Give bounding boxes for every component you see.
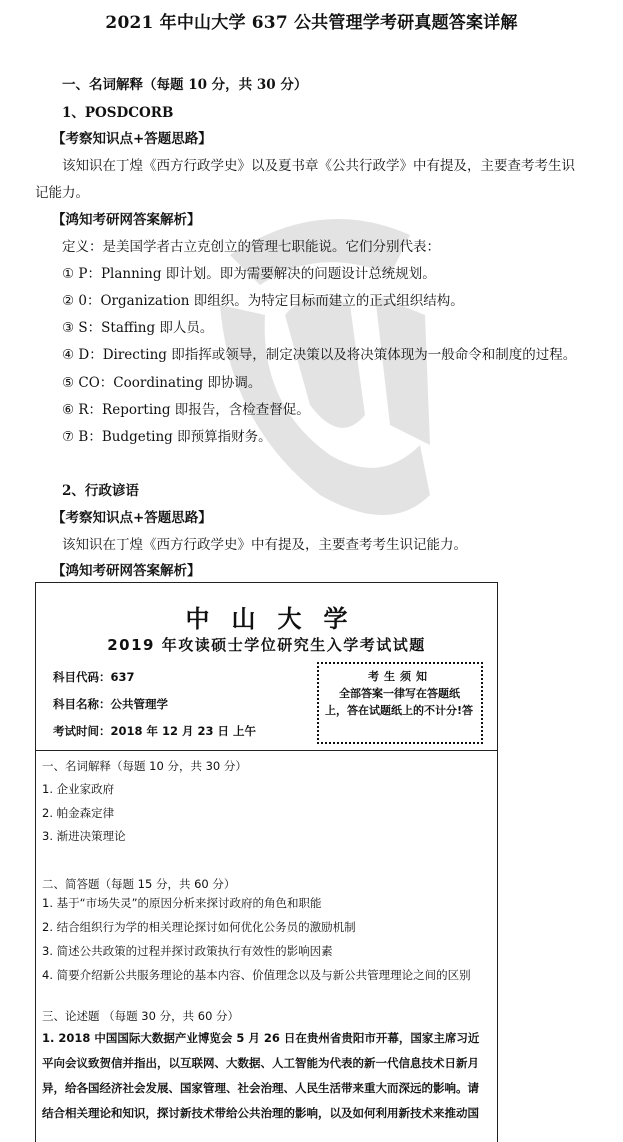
list-item: ③ S：Staffing 即人员。 (62, 320, 214, 336)
analysis-text: 该知识在丁煌《西方行政学史》中有提及，主要查考考生识记能力。 (62, 537, 467, 553)
list-item: ④ D：Directing 即指挥或领导，制定决策以及将决策体现为一般命令和制度的过程。 (62, 347, 577, 363)
subject-code: 科目代码：637 (53, 670, 135, 684)
exam-question: 2. 帕金森定律 (42, 806, 115, 820)
answer-label: 【鸿知考研网答案解析】 (52, 563, 201, 579)
exam-question: 3. 渐进决策理论 (42, 829, 126, 843)
exam-part-heading: 三、论述题 （每题 30 分，共 60 分） (42, 1009, 240, 1023)
question-title: 2、行政谚语 (62, 483, 139, 499)
exam-question: 3. 简述公共政策的过程并探讨政策执行有效性的影响因素 (42, 944, 333, 958)
candidate-notice (317, 662, 483, 744)
analysis-label: 【考察知识点+答题思路】 (52, 131, 212, 147)
exam-question: 4. 简要介绍新公共服务理论的基本内容、价值理念以及与新公共管理理论之间的区别 (42, 968, 471, 982)
exam-header (36, 583, 497, 751)
analysis-label: 【考察知识点+答题思路】 (52, 510, 212, 526)
exam-subtitle: 2019 年攻读硕士学位研究生入学考试试题 (107, 636, 426, 654)
list-item: ⑤ CO：Coordinating 即协调。 (62, 375, 262, 391)
exam-question: 1. 基于“市场失灵”的原因分析来探讨政府的角色和职能 (42, 896, 322, 910)
notice-title: 考生须知 (368, 670, 432, 683)
analysis-text: 记能力。 (35, 185, 89, 201)
exam-part-heading: 二、简答题（每题 15 分，共 60 分） (42, 877, 236, 891)
section-heading: 一、名词解释（每题 10 分，共 30 分） (62, 77, 308, 93)
exam-part-heading: 一、名词解释（每题 10 分，共 30 分） (42, 759, 247, 773)
exam-essay-question: 1. 2018 中国国际大数据产业博览会 5 月 26 日在贵州省贵阳市开幕，国家主席习近平向会议致贺信并指出，以互联网、大数据、人工智能为代表的新一代信息技术日新月异，给各国经济社会发展、国家管理、社会治理、人民生活带来重大而深远的影响。请结合相关理论和知识，探讨新技术带给公共治理的影响，以及如何利用新技术来推动国 (42, 1031, 480, 1120)
exam-question: 2. 结合组织行为学的相关理论探讨如何优化公务员的激励机制 (42, 920, 356, 934)
exam-question: 1. 企业家政府 (42, 782, 115, 796)
analysis-text: 该知识在丁煌《西方行政学史》以及夏书章《公共行政学》中有提及，主要查考考生识 (62, 158, 575, 174)
answer-label: 【鸿知考研网答案解析】 (52, 212, 201, 228)
notice-body: 全部答案一律写在答题纸上，答在试题纸上的不计分!答 (325, 687, 474, 717)
list-item: ② 0：Organization 即组织。为特定目标而建立的正式组织结构。 (62, 293, 464, 309)
list-item: ⑦ B：Budgeting 即预算指财务。 (62, 429, 272, 445)
exam-paper-image (35, 582, 498, 1142)
page-title: 2021 年中山大学 637 公共管理学考研真题答案详解 (105, 13, 518, 33)
question-title: 1、POSDCORB (62, 105, 174, 121)
list-item: ⑥ R：Reporting 即报告，含检查督促。 (62, 402, 310, 418)
subject-name: 科目名称：公共管理学 (53, 697, 168, 711)
exam-school: 中山大学 (185, 605, 370, 633)
exam-time: 考试时间：2018 年 12 月 23 日 上午 (53, 724, 257, 738)
answer-text: 定义：是美国学者古立克创立的管理七职能说。它们分别代表： (62, 239, 440, 255)
list-item: ① P：Planning 即计划。即为需要解决的问题设计总统规划。 (62, 266, 436, 282)
